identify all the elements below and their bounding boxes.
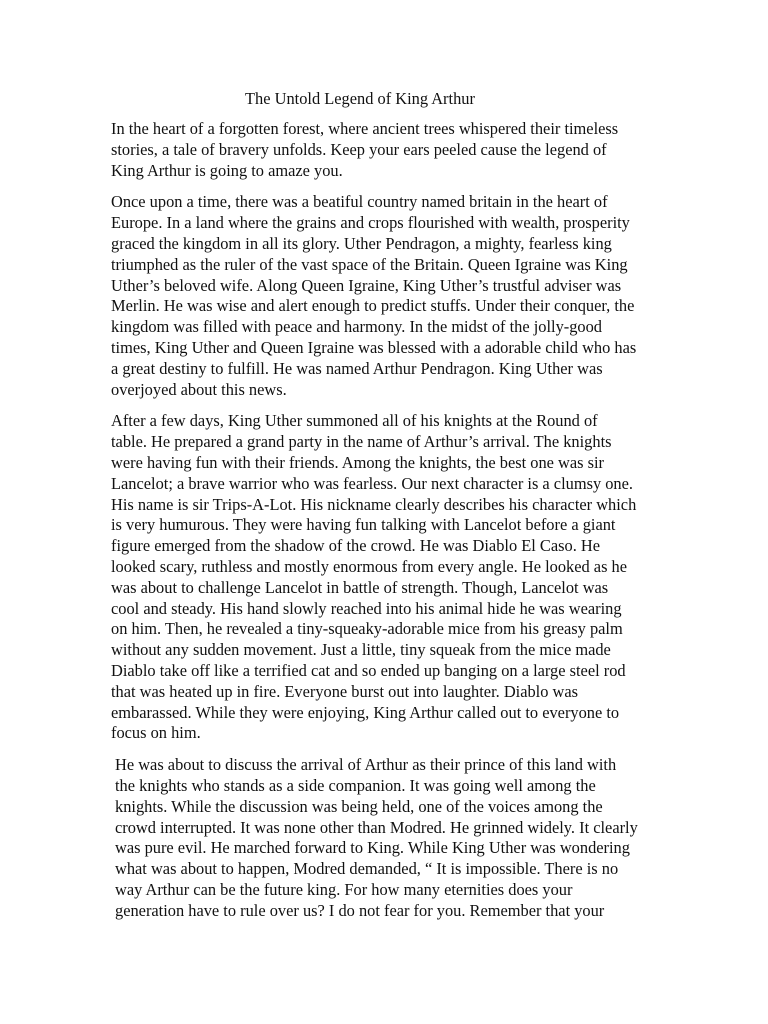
text-line: the knights who stands as a side companion. It was going well among the: [115, 775, 596, 795]
text-line: figure emerged from the shadow of the crowd. He was Diablo El Caso. He: [111, 536, 600, 556]
paragraph-2: [91, 192, 675, 400]
text-line: cool and steady. His hand slowly reached into his animal hide he was wearing: [111, 598, 622, 618]
text-line: After a few days, King Uther summoned all of his knights at the Round of: [111, 411, 598, 431]
text-line: knights. While the discussion was being held, one of the voices among the: [115, 796, 603, 816]
text-line: is very humurous. They were having fun talking with Lancelot before a giant: [111, 515, 616, 535]
text-line: was about to challenge Lancelot in battle of strength. Though, Lancelot was: [111, 577, 609, 597]
paragraph-3: [91, 411, 675, 744]
document-body: [91, 119, 675, 932]
text-line: Uther’s beloved wife. Along Queen Igraine, King Uther’s trustful adviser was: [111, 275, 622, 295]
text-line: on him. Then, he revealed a tiny-squeaky-adorable mice from his greasy palm: [111, 619, 623, 639]
text-line: Diablo take off like a terrified cat and so ended up banging on a large steel rod: [111, 660, 626, 680]
text-line: looked scary, ruthless and mostly enormous from every angle. He looked as he: [111, 556, 628, 576]
text-line: that was heated up in fire. Everyone burst out into laughter. Diablo was: [111, 681, 579, 701]
text-line: Lancelot; a brave warrior who was fearless. Our next character is a clumsy one.: [111, 473, 634, 493]
text-line: embarassed. While they were enjoying, King Arthur called out to everyone to: [111, 702, 620, 722]
text-line: stories, a tale of bravery unfolds. Keep your ears peeled cause the legend of: [111, 139, 607, 159]
text-line: overjoyed about this news.: [111, 379, 287, 399]
text-line: His name is sir Trips-A-Lot. His nickname clearly describes his character which: [111, 494, 637, 514]
text-line: He was about to discuss the arrival of Arthur as their prince of this land with: [115, 755, 617, 775]
text-line: Merlin. He was wise and alert enough to predict stuffs. Under their conquer, the: [111, 296, 635, 316]
text-line: triumphed as the ruler of the vast space of the Britain. Queen Igraine was King: [111, 254, 628, 274]
paragraph-4: [91, 755, 675, 921]
text-line: generation have to rule over us? I do not fear for you. Remember that your: [115, 900, 605, 920]
text-line: Once upon a time, there was a beatiful country named britain in the heart of: [111, 192, 608, 212]
text-line: King Arthur is going to amaze you.: [111, 160, 343, 180]
paragraph-1: [91, 119, 675, 181]
text-line: what was about to happen, Modred demanded, “ It is impossible. There is no: [115, 859, 619, 879]
text-line: Europe. In a land where the grains and crops flourished with wealth, prosperity: [111, 213, 630, 233]
text-line: crowd interrupted. It was none other than Modred. He grinned widely. It clearly: [115, 817, 638, 837]
text-line: graced the kingdom in all its glory. Uther Pendragon, a mighty, fearless king: [111, 233, 612, 253]
text-line: In the heart of a forgotten forest, where ancient trees whispered their timeless: [111, 119, 619, 138]
text-line: was pure evil. He marched forward to King. While King Uther was wondering: [115, 838, 630, 858]
text-line: were having fun with their friends. Among the knights, the best one was sir: [111, 452, 604, 472]
text-line: a great destiny to fulfill. He was named Arthur Pendragon. King Uther was: [111, 358, 603, 378]
text-line: table. He prepared a grand party in the name of Arthur’s arrival. The knights: [111, 432, 612, 452]
text-line: without any sudden movement. Just a little, tiny squeak from the mice made: [111, 640, 611, 660]
text-line: focus on him.: [111, 723, 201, 743]
text-line: way Arthur can be the future king. For how many eternities does your: [115, 879, 573, 899]
text-line: kingdom was filled with peace and harmony. In the midst of the jolly-good: [111, 317, 603, 337]
page-title: The Untold Legend of King Arthur: [245, 89, 475, 108]
text-line: times, King Uther and Queen Igraine was blessed with a adorable child who has: [111, 337, 637, 357]
